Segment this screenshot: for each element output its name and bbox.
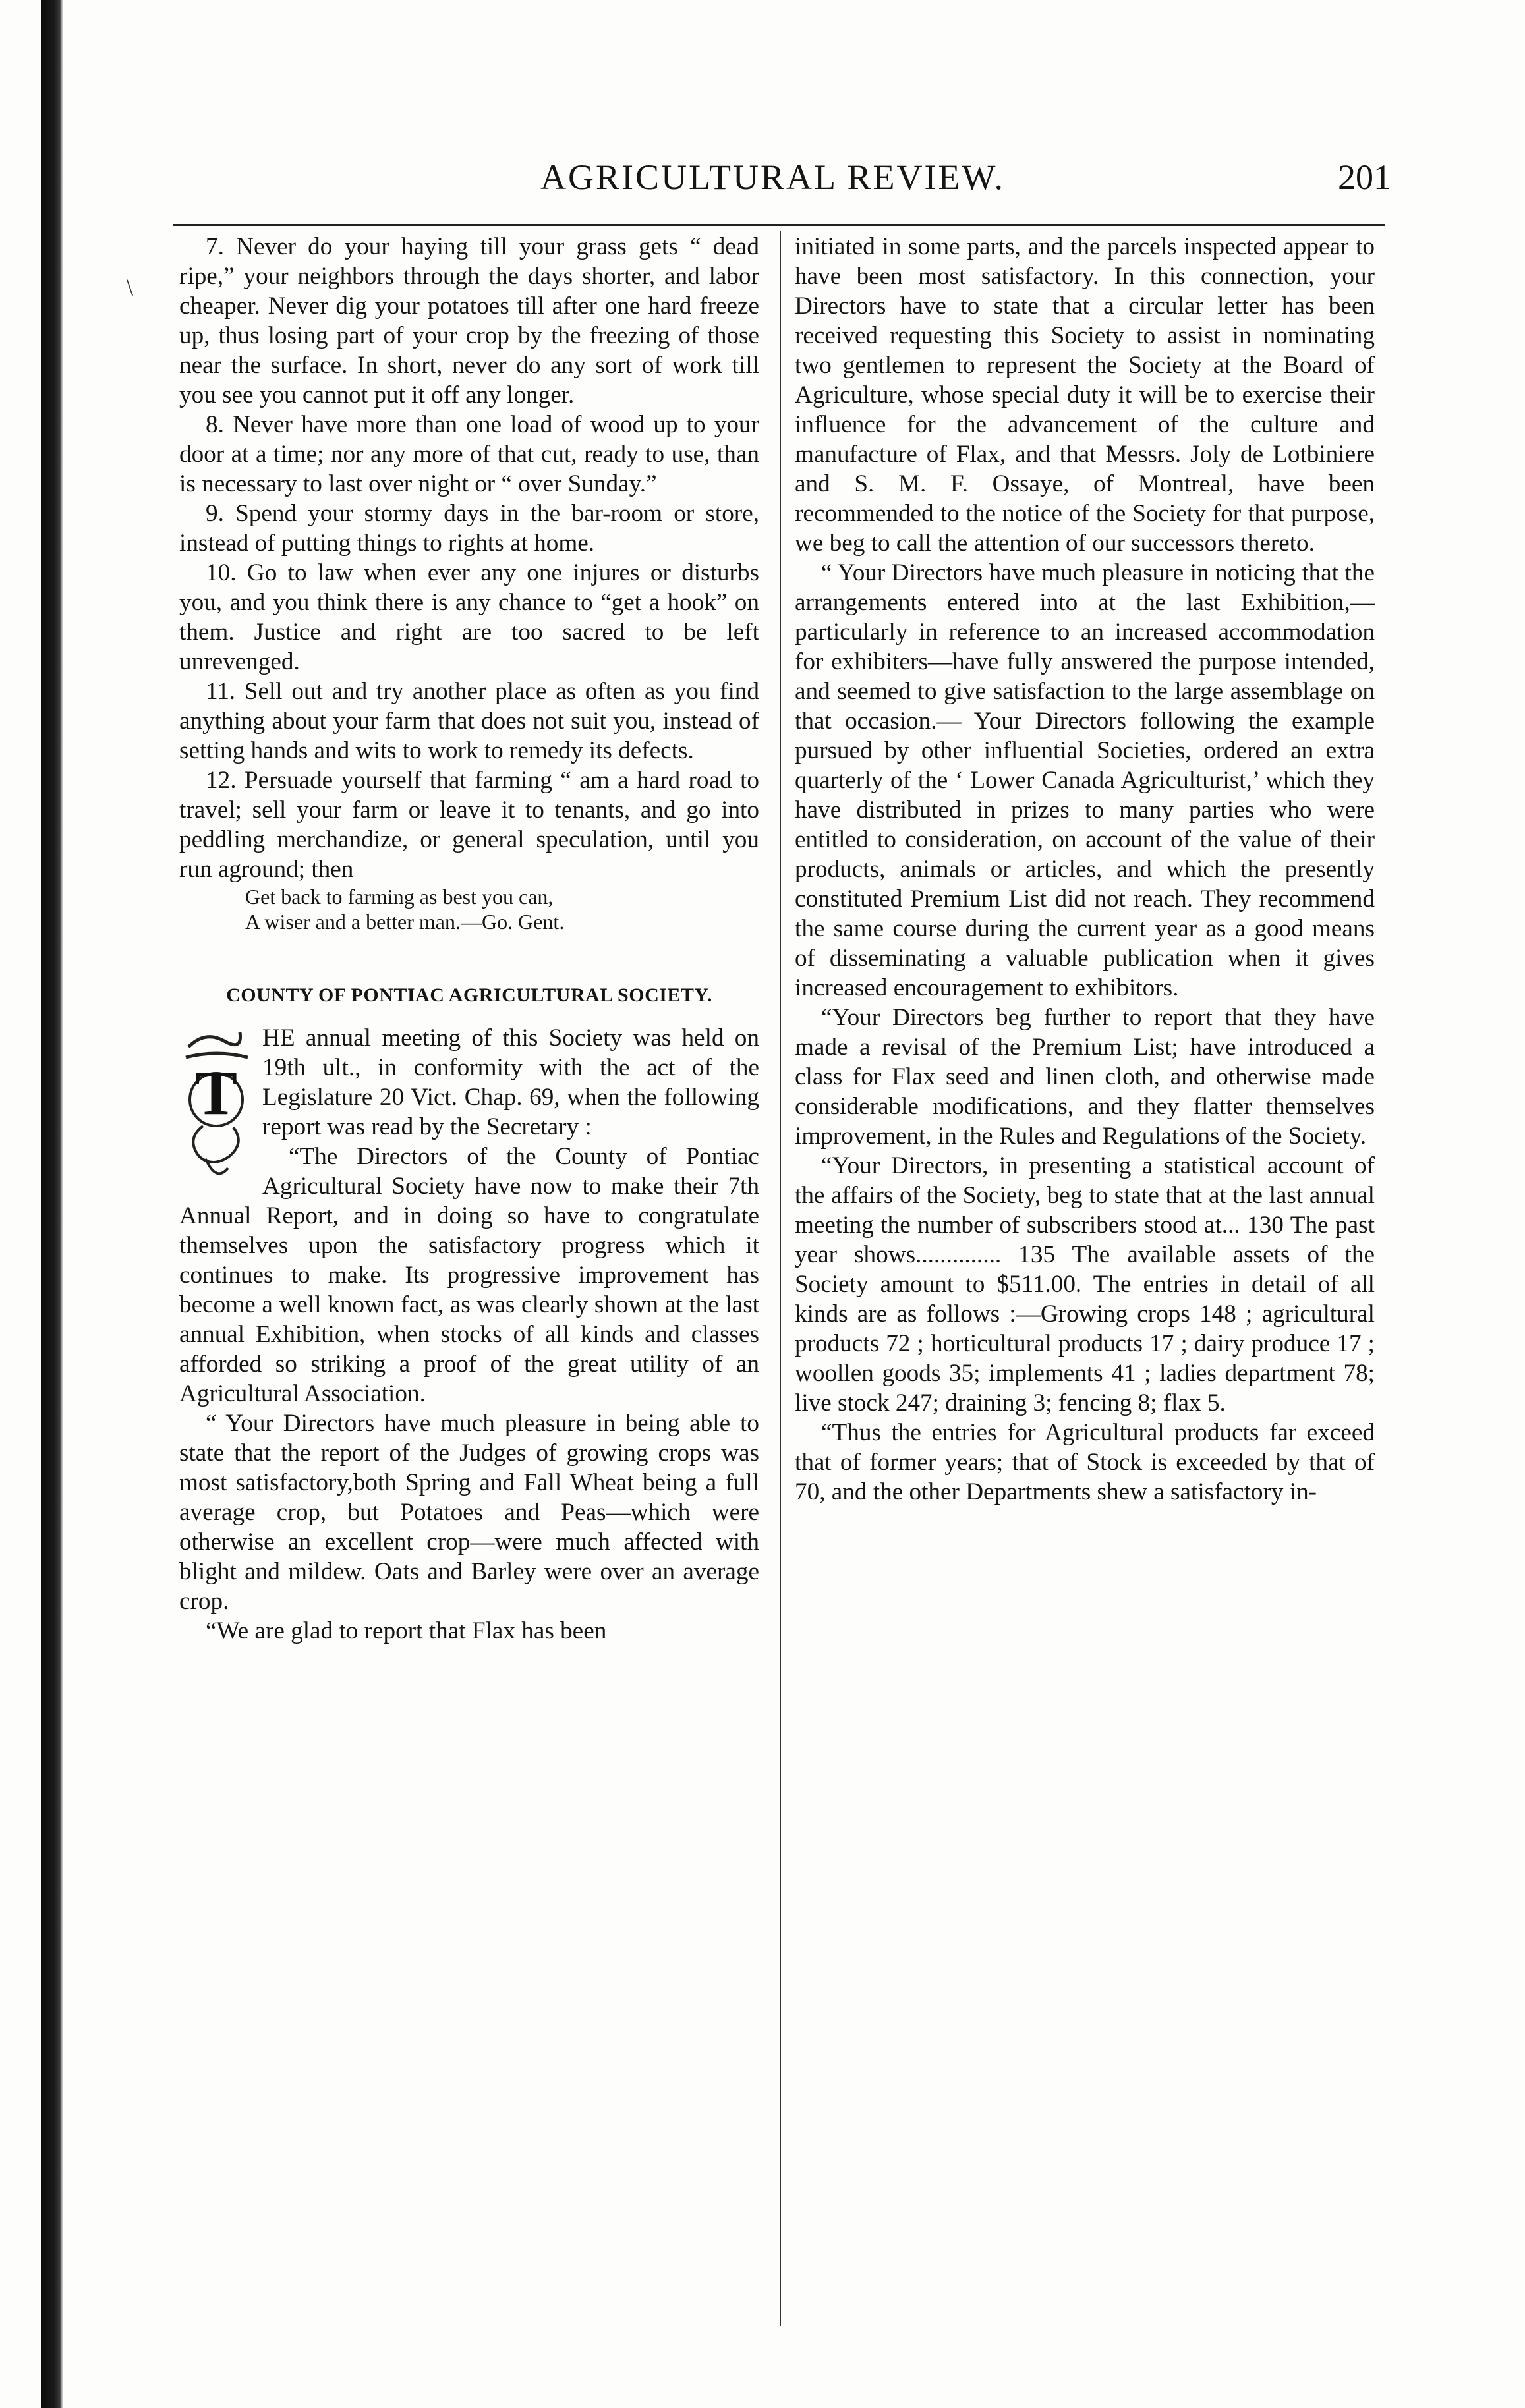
paragraph: “We are glad to report that Flax has been — [206, 1617, 607, 1644]
paragraph: “The Directors of the County of Pontiac Agricultural Society have now to make their 7th Annual Report, and in doing so have to congratulate themselves upon the satisfactory progress which it continues to make. Its progressive improvement has become a well known fact, as was clearly shown at the last annual Exhibition, when stocks of all kinds and classes afforded so striking a proof of the great utility of an Agricultural Association. — [179, 1143, 759, 1407]
column-divider — [780, 231, 781, 2326]
paragraph: “ Your Directors have much pleasure in noticing that the arrangements entered into at the last Exhibition,—particularly in reference to an increased accommodation for exhibiters—have fully answered the purpose intended, and seemed to give satisfaction to the large assemblage on that occasion.— Your Directors following the example pursued by other influential Societies, ordered an extra quarterly of the ‘ Lower Canada Agriculturist,’ which they have distributed in prizes to many parties who were entitled to consideration, on account of the value of their products, animals or articles, and which the presently constituted Premium List did not reach. They recommend the same course during the current year as a good means of disseminating a valuable publication when it gives increased encouragement to exhibitors. — [795, 559, 1375, 1001]
running-title: AGRICULTURAL REVIEW. — [540, 157, 1005, 197]
verse-couplet — [179, 884, 759, 934]
book-spine-shadow — [41, 0, 63, 2408]
ornamental-drop-cap-icon — [179, 1027, 253, 1192]
page-header — [0, 157, 1525, 216]
verse-line: A wiser and a better man.—Go. Gent. — [245, 910, 565, 934]
paragraph-continued: initiated in some parts, and the parcels inspected appear to have been most satisfactory. In this connection, your Directors have to state that a circular letter has been received requesting this Society to assist in nominating two gentlemen to represent the Society at the Board of Agriculture, whose special duty it will be to exercise their influence for the advancement of the culture and manufacture of Flax, and that Messrs. Joly de Lotbiniere and S. M. F. Ossaye, of Montreal, have been recommended to the notice of the Society for that purpose, we beg to call the attention of our successors thereto. — [795, 233, 1375, 557]
right-column — [795, 232, 1375, 2327]
paragraph: “ Your Directors have much pleasure in being able to state that the report of the Judges of growing crops was most satisfactory,both Spring and Fall Wheat being a full average crop, but Potatoes and Peas—which were otherwise an excellent crop—were much affected with blight and mildew. Oats and Barley were over an average crop. — [179, 1410, 759, 1615]
paragraph: 11. Sell out and try another place as often as you find anything about your farm that does not suit you, instead of setting hands and wits to work to remedy its defects. — [179, 678, 759, 764]
margin-mark: \ — [127, 274, 134, 300]
paragraph: 12. Persuade yourself that farming “ am a hard road to travel; sell your farm or leave it to tenants, and go into peddling merchandize, or general speculation, until you run aground; then — [179, 767, 759, 883]
paragraph: 9. Spend your stormy days in the bar-room or store, instead of putting things to rights at home. — [179, 500, 759, 557]
paragraph: “Thus the entries for Agricultural products far exceed that of former years; that of Stock is exceeded by that of 70, and the other Departments shew a satisfactory in- — [795, 1419, 1375, 1505]
paragraph: “Your Directors beg further to report that they have made a revisal of the Premium List; have introduced a class for Flax seed and linen cloth, and otherwise made considerable modifications, and they flatter themselves improvement, in the Rules and Regulations of the Society. — [795, 1004, 1375, 1150]
section-heading: COUNTY OF PONTIAC AGRICULTURAL SOCIETY. — [226, 984, 712, 1006]
paragraph: 7. Never do your haying till your grass gets “ dead ripe,” your neighbors through the days shorter, and labor cheaper. Never dig your potatoes till after one hard freeze up, thus losing part of your crop by the freezing of those near the surface. In short, never do any sort of work till you see you cannot put it off any longer. — [179, 233, 759, 408]
header-rule — [173, 224, 1385, 226]
left-column — [179, 232, 759, 2327]
paragraph: 8. Never have more than one load of wood up to your door at a time; nor any more of that cut, ready to use, than is necessary to last over night or “ over Sunday.” — [179, 411, 759, 497]
page-number: 201 — [1338, 157, 1391, 197]
verse-line: Get back to farming as best you can, — [245, 885, 554, 909]
opening-text: HE annual meeting of this Society was held on 19th ult., in conformity with the act of the Legislature 20 Vict. Chap. 69, when the following report was read by the Secretary : — [262, 1024, 759, 1140]
opening-paragraph — [179, 1023, 759, 1142]
drop-cap-letter: T — [194, 1057, 238, 1128]
paragraph: “Your Directors, in presenting a statistical account of the affairs of the Society, beg to state that at the last annual meeting the number of subscribers stood at... 130 The past year shows.............. 135 The available assets of the Society amount to $511.00. The entries in detail of all kinds are as follows :—Growing crops 148 ; agricultural products 72 ; horticultural products 17 ; dairy produce 17 ; woollen goods 35; implements 41 ; ladies department 78; live stock 247; draining 3; fencing 8; flax 5. — [795, 1152, 1375, 1416]
paragraph: 10. Go to law when ever any one injures or disturbs you, and you think there is any chance to “get a hook” on them. Justice and right are too sacred to be left unrevenged. — [179, 559, 759, 675]
